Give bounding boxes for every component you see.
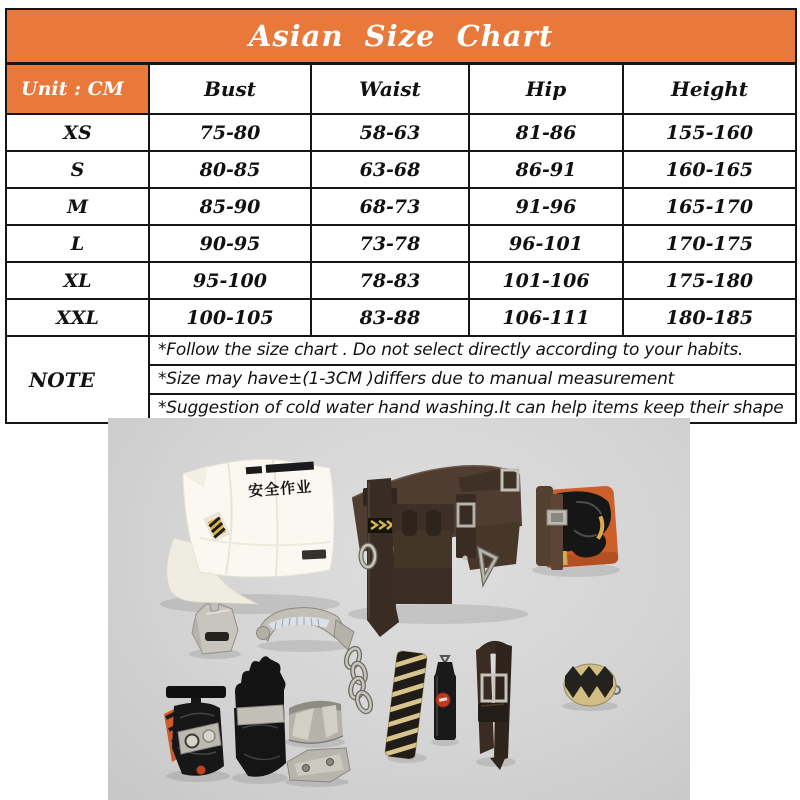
table-cell: 100-105 bbox=[149, 299, 311, 336]
table-cell: 83-88 bbox=[311, 299, 469, 336]
table-cell: 160-165 bbox=[623, 151, 796, 188]
notes-cell bbox=[149, 336, 796, 423]
table-cell: 180-185 bbox=[623, 299, 796, 336]
table-cell: 95-100 bbox=[149, 262, 311, 299]
white-jacket bbox=[167, 459, 334, 604]
table-cell: 63-68 bbox=[311, 151, 469, 188]
size-chart-table bbox=[5, 8, 797, 424]
zigzag-buckle-badge bbox=[564, 664, 620, 706]
table-cell: 75-80 bbox=[149, 114, 311, 151]
metal-arm-cuff bbox=[289, 701, 343, 743]
boot-armor-piece bbox=[192, 604, 238, 654]
size-chart-title-row bbox=[6, 9, 796, 64]
metal-wristband bbox=[287, 748, 350, 782]
table-cell: 85-90 bbox=[149, 188, 311, 225]
table-cell: 101-106 bbox=[469, 262, 623, 299]
table-row-m bbox=[6, 188, 796, 225]
col-header-bust: Bust bbox=[149, 64, 311, 115]
table-cell: 73-78 bbox=[311, 225, 469, 262]
table-cell: M bbox=[6, 188, 149, 225]
table-cell: XL bbox=[6, 262, 149, 299]
table-cell: 68-73 bbox=[311, 188, 469, 225]
note-line: *Suggestion of cold water hand washing.It can help items keep their shape bbox=[158, 398, 784, 418]
table-cell: 90-95 bbox=[149, 225, 311, 262]
table-cell: 91-96 bbox=[469, 188, 623, 225]
black-glove bbox=[234, 656, 286, 777]
table-cell: XS bbox=[6, 114, 149, 151]
col-header-hip: Hip bbox=[469, 64, 623, 115]
table-cell: L bbox=[6, 225, 149, 262]
jacket-print-text: 安全作业 bbox=[247, 477, 313, 501]
table-cell: XXL bbox=[6, 299, 149, 336]
table-row-l bbox=[6, 225, 796, 262]
column-header-row bbox=[6, 64, 796, 115]
col-header-height: Height bbox=[623, 64, 796, 115]
table-cell: 80-85 bbox=[149, 151, 311, 188]
table-row-xxl bbox=[6, 299, 796, 336]
unit-label: Unit : CM bbox=[6, 64, 149, 115]
table-cell: 155-160 bbox=[623, 114, 796, 151]
table-cell: S bbox=[6, 151, 149, 188]
table-cell: 170-175 bbox=[623, 225, 796, 262]
hazard-stripe-strap bbox=[372, 637, 441, 772]
note-line: *Size may have±(1-3CM )differs due to manual measurement bbox=[150, 366, 795, 395]
table-cell: 86-91 bbox=[469, 151, 623, 188]
table-cell: 106-111 bbox=[469, 299, 623, 336]
leather-belt bbox=[476, 641, 512, 770]
table-row-xl bbox=[6, 262, 796, 299]
note-row bbox=[6, 336, 796, 423]
costume-accessories-flatlay bbox=[108, 418, 690, 800]
table-cell: 165-170 bbox=[623, 188, 796, 225]
armband-glove bbox=[164, 686, 226, 776]
table-cell: 78-83 bbox=[311, 262, 469, 299]
table-cell: 58-63 bbox=[311, 114, 469, 151]
table-cell: 175-180 bbox=[623, 262, 796, 299]
note-label: NOTE bbox=[6, 336, 149, 423]
col-header-waist: Waist bbox=[311, 64, 469, 115]
table-cell: 81-86 bbox=[469, 114, 623, 151]
table-cell: 96-101 bbox=[469, 225, 623, 262]
product-photo bbox=[108, 418, 690, 800]
strap-with-red-badge bbox=[434, 656, 456, 740]
size-chart-title: Asian Size Chart bbox=[6, 9, 796, 64]
table-row-xs bbox=[6, 114, 796, 151]
table-row-s bbox=[6, 151, 796, 188]
orange-pouch bbox=[536, 485, 619, 570]
note-line: *Follow the size chart . Do not select directly according to your habits. bbox=[150, 337, 795, 366]
